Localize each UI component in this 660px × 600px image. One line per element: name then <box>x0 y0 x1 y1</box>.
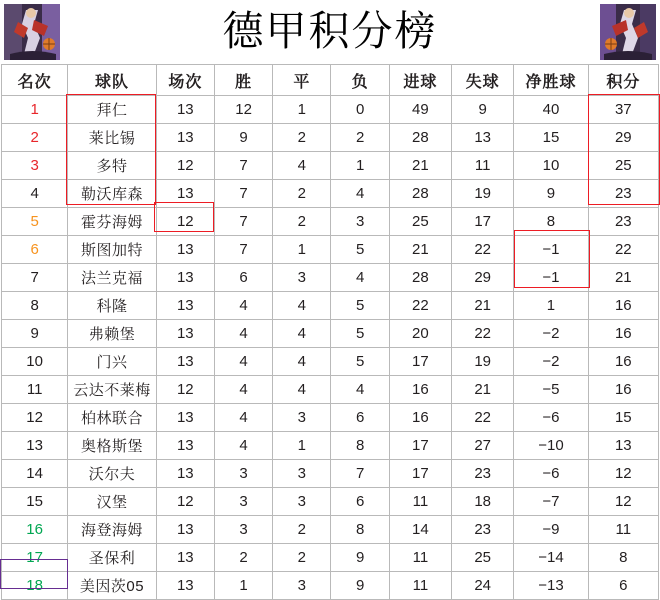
cell-goals-for: 16 <box>389 376 451 404</box>
cell-goals-against: 13 <box>452 124 514 152</box>
cell-win: 3 <box>214 488 272 516</box>
cell-rank: 5 <box>2 208 68 236</box>
cell-rank: 17 <box>2 544 68 572</box>
cell-draw: 1 <box>273 96 331 124</box>
cell-draw: 3 <box>273 488 331 516</box>
cell-club: 海登海姆 <box>68 516 156 544</box>
cell-played: 12 <box>156 152 214 180</box>
cell-played: 13 <box>156 460 214 488</box>
cell-rank: 3 <box>2 152 68 180</box>
cell-draw: 4 <box>273 292 331 320</box>
cell-win: 9 <box>214 124 272 152</box>
standings-table <box>1 64 659 600</box>
cell-draw: 2 <box>273 124 331 152</box>
cell-points: 16 <box>588 376 658 404</box>
cell-points: 6 <box>588 572 658 600</box>
cell-played: 13 <box>156 348 214 376</box>
cell-goals-against: 27 <box>452 432 514 460</box>
cell-goals-against: 23 <box>452 460 514 488</box>
column-header-goal-diff: 净胜球 <box>514 65 588 96</box>
cell-goals-for: 20 <box>389 320 451 348</box>
cell-club: 拜仁 <box>68 96 156 124</box>
cell-club: 云达不莱梅 <box>68 376 156 404</box>
cell-played: 13 <box>156 320 214 348</box>
cell-loss: 3 <box>331 208 389 236</box>
cell-club: 勒沃库森 <box>68 180 156 208</box>
cell-goals-for: 22 <box>389 292 451 320</box>
cell-goal-diff: −10 <box>514 432 588 460</box>
table-row <box>2 348 659 376</box>
cell-loss: 5 <box>331 320 389 348</box>
cell-rank: 18 <box>2 572 68 600</box>
cell-loss: 6 <box>331 404 389 432</box>
cell-goal-diff: −13 <box>514 572 588 600</box>
cell-points: 8 <box>588 544 658 572</box>
cell-club: 圣保利 <box>68 544 156 572</box>
cell-goals-against: 29 <box>452 264 514 292</box>
cell-played: 12 <box>156 208 214 236</box>
cell-goals-for: 28 <box>389 180 451 208</box>
cell-draw: 1 <box>273 432 331 460</box>
cell-rank: 12 <box>2 404 68 432</box>
cell-goals-against: 11 <box>452 152 514 180</box>
cell-points: 21 <box>588 264 658 292</box>
cell-loss: 5 <box>331 292 389 320</box>
table-row <box>2 544 659 572</box>
page-title: 德甲积分榜 <box>222 8 438 54</box>
cell-played: 13 <box>156 236 214 264</box>
cell-played: 13 <box>156 516 214 544</box>
cell-draw: 2 <box>273 544 331 572</box>
cell-rank: 1 <box>2 96 68 124</box>
cell-club: 汉堡 <box>68 488 156 516</box>
cell-win: 12 <box>214 96 272 124</box>
table-row <box>2 152 659 180</box>
cell-win: 4 <box>214 376 272 404</box>
cell-goals-for: 14 <box>389 516 451 544</box>
cell-win: 7 <box>214 236 272 264</box>
cell-goals-for: 11 <box>389 572 451 600</box>
cell-win: 6 <box>214 264 272 292</box>
column-header-points: 积分 <box>588 65 658 96</box>
column-header-win: 胜 <box>214 65 272 96</box>
cell-goals-against: 19 <box>452 180 514 208</box>
cell-goal-diff: −14 <box>514 544 588 572</box>
cell-draw: 4 <box>273 152 331 180</box>
cell-goal-diff: −5 <box>514 376 588 404</box>
cell-loss: 8 <box>331 516 389 544</box>
cell-goals-for: 17 <box>389 460 451 488</box>
cell-club: 科隆 <box>68 292 156 320</box>
cell-rank: 14 <box>2 460 68 488</box>
cell-goal-diff: −1 <box>514 236 588 264</box>
column-header-rank: 名次 <box>2 65 68 96</box>
cell-win: 7 <box>214 208 272 236</box>
cell-goal-diff: −9 <box>514 516 588 544</box>
cell-club: 柏林联合 <box>68 404 156 432</box>
table-row <box>2 208 659 236</box>
cell-points: 22 <box>588 236 658 264</box>
column-header-goals-for: 进球 <box>389 65 451 96</box>
cell-club: 沃尔夫 <box>68 460 156 488</box>
cell-draw: 4 <box>273 376 331 404</box>
table-row <box>2 180 659 208</box>
cell-goals-for: 25 <box>389 208 451 236</box>
cell-goals-for: 28 <box>389 124 451 152</box>
table-row <box>2 264 659 292</box>
cell-played: 13 <box>156 124 214 152</box>
cell-win: 7 <box>214 180 272 208</box>
cell-loss: 5 <box>331 348 389 376</box>
cell-goal-diff: 40 <box>514 96 588 124</box>
cell-loss: 1 <box>331 152 389 180</box>
cell-goal-diff: −6 <box>514 460 588 488</box>
cell-rank: 11 <box>2 376 68 404</box>
cell-goals-against: 9 <box>452 96 514 124</box>
cell-goals-against: 17 <box>452 208 514 236</box>
table-row <box>2 488 659 516</box>
cell-played: 13 <box>156 572 214 600</box>
cell-loss: 4 <box>331 264 389 292</box>
standings-table-wrapper <box>0 64 660 600</box>
table-row <box>2 460 659 488</box>
cell-club: 莱比锡 <box>68 124 156 152</box>
cell-draw: 3 <box>273 460 331 488</box>
cell-played: 13 <box>156 96 214 124</box>
cell-draw: 4 <box>273 348 331 376</box>
cell-loss: 6 <box>331 488 389 516</box>
cell-goal-diff: −2 <box>514 348 588 376</box>
cell-goals-for: 21 <box>389 236 451 264</box>
cell-win: 4 <box>214 320 272 348</box>
cell-goals-for: 28 <box>389 264 451 292</box>
table-row <box>2 432 659 460</box>
cell-win: 4 <box>214 292 272 320</box>
cell-club: 斯图加特 <box>68 236 156 264</box>
cell-club: 多特 <box>68 152 156 180</box>
cell-points: 16 <box>588 292 658 320</box>
cell-points: 25 <box>588 152 658 180</box>
cell-points: 23 <box>588 208 658 236</box>
cell-club: 门兴 <box>68 348 156 376</box>
cell-loss: 9 <box>331 544 389 572</box>
cell-goals-against: 21 <box>452 292 514 320</box>
cell-draw: 1 <box>273 236 331 264</box>
cell-goals-for: 17 <box>389 432 451 460</box>
cell-goal-diff: −6 <box>514 404 588 432</box>
cell-draw: 2 <box>273 516 331 544</box>
table-row <box>2 572 659 600</box>
cell-played: 13 <box>156 432 214 460</box>
cell-goal-diff: 15 <box>514 124 588 152</box>
table-row <box>2 96 659 124</box>
cell-goals-for: 16 <box>389 404 451 432</box>
cell-rank: 4 <box>2 180 68 208</box>
cell-win: 4 <box>214 432 272 460</box>
cell-loss: 9 <box>331 572 389 600</box>
cell-rank: 15 <box>2 488 68 516</box>
cell-draw: 3 <box>273 264 331 292</box>
table-row <box>2 376 659 404</box>
cell-goal-diff: 9 <box>514 180 588 208</box>
cell-loss: 5 <box>331 236 389 264</box>
column-header-club: 球队 <box>68 65 156 96</box>
cell-points: 11 <box>588 516 658 544</box>
cell-rank: 7 <box>2 264 68 292</box>
cell-loss: 8 <box>331 432 389 460</box>
cell-draw: 2 <box>273 180 331 208</box>
cell-draw: 3 <box>273 404 331 432</box>
cell-goal-diff: 1 <box>514 292 588 320</box>
cell-goals-for: 11 <box>389 544 451 572</box>
cell-played: 13 <box>156 404 214 432</box>
cell-points: 16 <box>588 320 658 348</box>
cell-goal-diff: −2 <box>514 320 588 348</box>
table-row <box>2 124 659 152</box>
column-header-loss: 负 <box>331 65 389 96</box>
cell-rank: 2 <box>2 124 68 152</box>
column-header-draw: 平 <box>273 65 331 96</box>
cell-points: 16 <box>588 348 658 376</box>
cell-loss: 4 <box>331 376 389 404</box>
cell-points: 15 <box>588 404 658 432</box>
cell-goals-against: 21 <box>452 376 514 404</box>
cell-club: 奥格斯堡 <box>68 432 156 460</box>
cell-goals-against: 22 <box>452 404 514 432</box>
cell-points: 37 <box>588 96 658 124</box>
cell-loss: 2 <box>331 124 389 152</box>
cell-played: 13 <box>156 180 214 208</box>
cell-draw: 2 <box>273 208 331 236</box>
table-header-row <box>2 65 659 96</box>
cell-points: 12 <box>588 460 658 488</box>
cell-goals-for: 49 <box>389 96 451 124</box>
cell-points: 23 <box>588 180 658 208</box>
cell-club: 美因茨05 <box>68 572 156 600</box>
cell-goal-diff: 10 <box>514 152 588 180</box>
cell-club: 法兰克福 <box>68 264 156 292</box>
page-header <box>0 0 660 64</box>
cell-win: 7 <box>214 152 272 180</box>
cell-goals-against: 24 <box>452 572 514 600</box>
cell-rank: 9 <box>2 320 68 348</box>
cell-win: 1 <box>214 572 272 600</box>
cell-win: 4 <box>214 404 272 432</box>
cell-goals-against: 19 <box>452 348 514 376</box>
cell-win: 2 <box>214 544 272 572</box>
cell-played: 12 <box>156 376 214 404</box>
cell-win: 4 <box>214 348 272 376</box>
cell-played: 13 <box>156 292 214 320</box>
cell-goals-for: 21 <box>389 152 451 180</box>
cell-goals-against: 22 <box>452 320 514 348</box>
cell-goals-for: 17 <box>389 348 451 376</box>
standings-table-body <box>2 96 659 600</box>
cell-goals-against: 25 <box>452 544 514 572</box>
cell-draw: 4 <box>273 320 331 348</box>
cell-points: 29 <box>588 124 658 152</box>
table-row <box>2 236 659 264</box>
cell-goals-against: 23 <box>452 516 514 544</box>
cell-points: 13 <box>588 432 658 460</box>
cell-rank: 6 <box>2 236 68 264</box>
cell-goal-diff: 8 <box>514 208 588 236</box>
basketball-player-logo <box>600 4 656 60</box>
cell-loss: 7 <box>331 460 389 488</box>
cell-rank: 10 <box>2 348 68 376</box>
cell-draw: 3 <box>273 572 331 600</box>
cell-goal-diff: −7 <box>514 488 588 516</box>
column-header-goals-against: 失球 <box>452 65 514 96</box>
cell-goals-against: 22 <box>452 236 514 264</box>
cell-played: 13 <box>156 544 214 572</box>
table-row <box>2 404 659 432</box>
cell-goals-against: 18 <box>452 488 514 516</box>
cell-goal-diff: −1 <box>514 264 588 292</box>
cell-played: 13 <box>156 264 214 292</box>
table-row <box>2 516 659 544</box>
cell-loss: 4 <box>331 180 389 208</box>
cell-loss: 0 <box>331 96 389 124</box>
cell-win: 3 <box>214 516 272 544</box>
column-header-played: 场次 <box>156 65 214 96</box>
cell-goals-for: 11 <box>389 488 451 516</box>
cell-rank: 16 <box>2 516 68 544</box>
table-row <box>2 292 659 320</box>
cell-win: 3 <box>214 460 272 488</box>
cell-points: 12 <box>588 488 658 516</box>
cell-rank: 8 <box>2 292 68 320</box>
cell-played: 12 <box>156 488 214 516</box>
cell-club: 霍芬海姆 <box>68 208 156 236</box>
table-row <box>2 320 659 348</box>
cell-club: 弗赖堡 <box>68 320 156 348</box>
cell-rank: 13 <box>2 432 68 460</box>
